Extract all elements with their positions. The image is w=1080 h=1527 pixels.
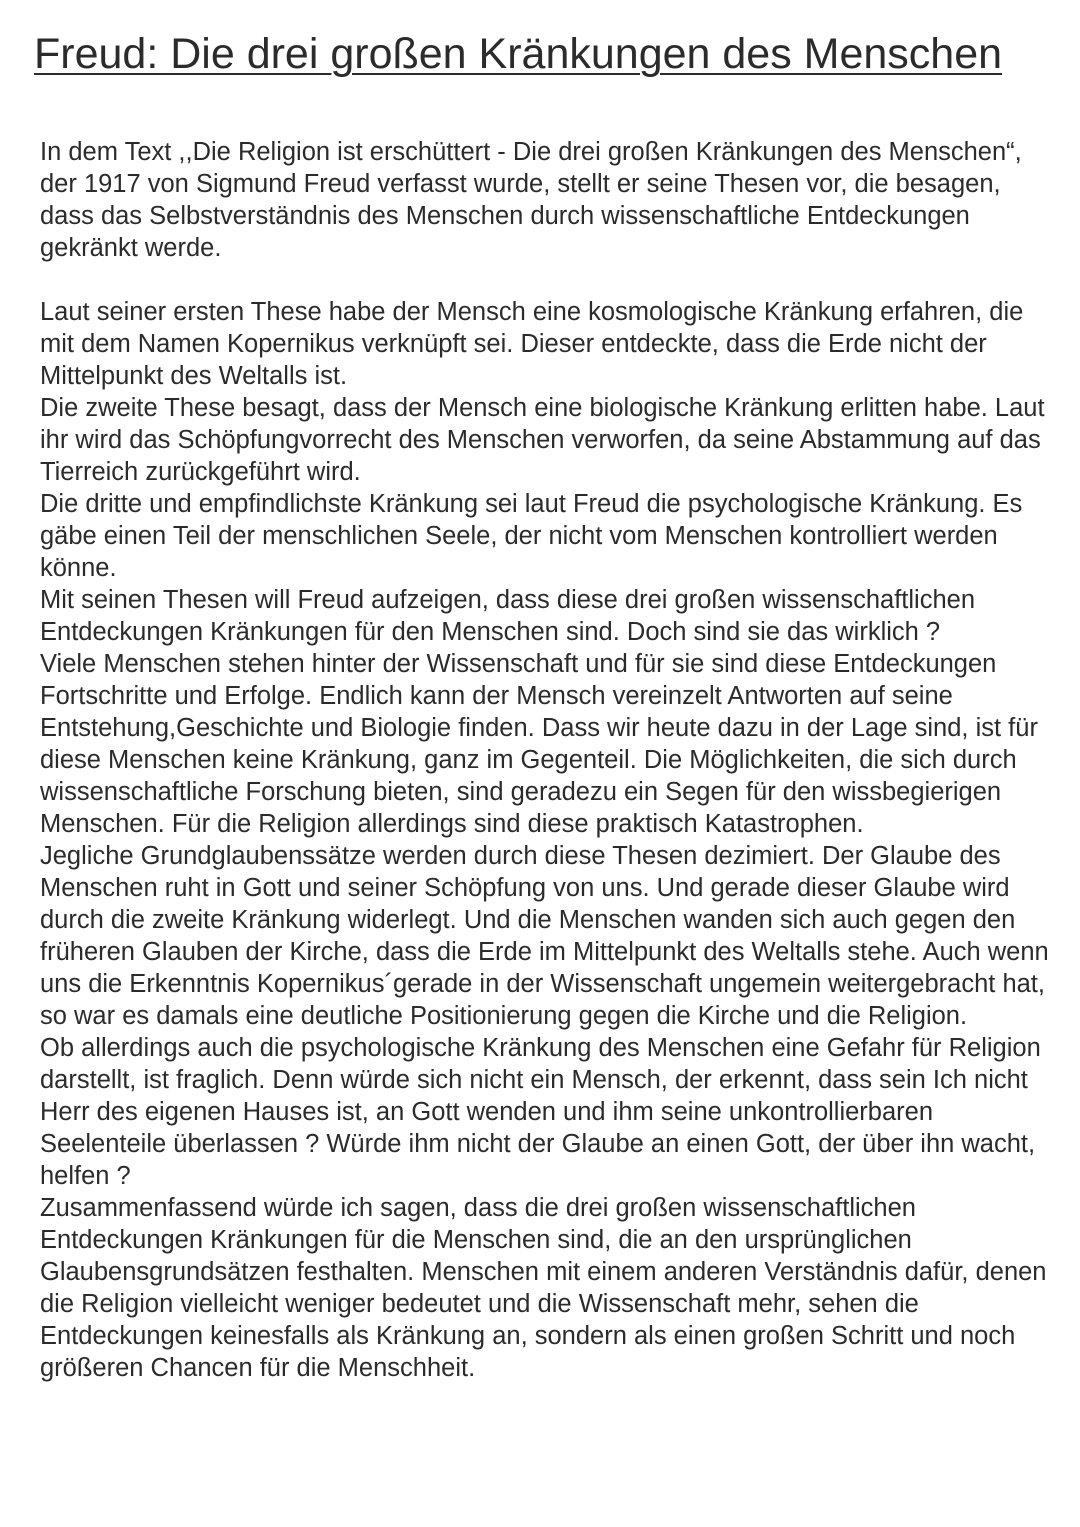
paragraph-conclusion: Zusammenfassend würde ich sagen, dass die drei großen wissenschaftlichen Entdeckungen Kränkungen für die Menschen sind, die an den ursprünglichen Glaubensgrundsätzen festhalten. Menschen mit einem anderen Verständnis dafür, denen die Religion vielleicht weniger bedeutet und die Wissenschaft mehr, sehen die Entdeckungen keinesfalls als Kränkung an, sondern als einen großen Schritt und noch größeren Chancen für die Menschheit.	[40, 1194, 1047, 1382]
paragraph-second-thesis: Die zweite These besagt, dass der Mensch eine biologische Kränkung erlitten habe. Laut ihr wird das Schöpfungvorrecht des Menschen verworfen, da seine Abstammung auf das Tierreich zurückgeführt wird.	[40, 394, 1045, 486]
paragraph-question: Mit seinen Thesen will Freud aufzeigen, dass diese drei großen wissenschaftlichen Entdeckungen Kränkungen für den Menschen sind. Doch sind sie das wirklich ?	[40, 586, 976, 646]
paragraph-third-thesis: Die dritte und empfindlichste Kränkung sei laut Freud die psychologische Kränkung. Es gäbe einen Teil der menschlichen Seele, der nicht vom Menschen kontrolliert werden könne.	[40, 490, 1023, 582]
document-title: Freud: Die drei großen Kränkungen des Menschen	[34, 30, 1003, 78]
paragraph-first-thesis: Laut seiner ersten These habe der Mensch eine kosmologische Kränkung erfahren, die mit dem Namen Kopernikus verknüpft sei. Dieser entdeckte, dass die Erde nicht der Mittelpunkt des Weltalls ist.	[40, 298, 1024, 390]
document-body	[40, 136, 1055, 1384]
paragraph-psychological: Ob allerdings auch die psychologische Kränkung des Menschen eine Gefahr für Religion darstellt, ist fraglich. Denn würde sich nicht ein Mensch, der erkennt, dass sein Ich nicht Herr des eigenen Hauses ist, an Gott wenden und ihm seine unkontrollierbaren Seelenteile überlassen ? Würde ihm nicht der Glaube an einen Gott, der über ihn wacht, helfen ?	[40, 1034, 1041, 1190]
paragraph-pro-science: Viele Menschen stehen hinter der Wissenschaft und für sie sind diese Entdeckungen Fortschritte und Erfolge. Endlich kann der Mensch vereinzelt Antworten auf seine Entstehung,Geschichte und Biologie finden. Dass wir heute dazu in der Lage sind, ist für diese Menschen keine Kränkung, ganz im Gegenteil. Die Möglichkeiten, die sich durch wissenschaftliche Forschung bieten, sind geradezu ein Segen für den wissbegierigen Menschen. Für die Religion allerdings sind diese praktisch Katastrophen.	[40, 650, 1038, 838]
paragraph-intro: In dem Text ,,Die Religion ist erschüttert - Die drei großen Kränkungen des Menschen“, der 1917 von Sigmund Freud verfasst wurde, stellt er seine Thesen vor, die besagen, dass das Selbstverständnis des Menschen durch wissenschaftliche Entdeckungen gekränkt werde.	[40, 138, 1022, 262]
paragraph-religion-impact: Jegliche Grundglaubenssätze werden durch diese Thesen dezimiert. Der Glaube des Menschen ruht in Gott und seiner Schöpfung von uns. Und gerade dieser Glaube wird durch die zweite Kränkung widerlegt. Und die Menschen wanden sich auch gegen den früheren Glauben der Kirche, dass die Erde im Mittelpunkt des Weltalls stehe. Auch wenn uns die Erkenntnis Kopernikus´gerade in der Wissenschaft ungemein weitergebracht hat, so war es damals eine deutliche Positionierung gegen die Kirche und die Religion.	[40, 842, 1049, 1030]
